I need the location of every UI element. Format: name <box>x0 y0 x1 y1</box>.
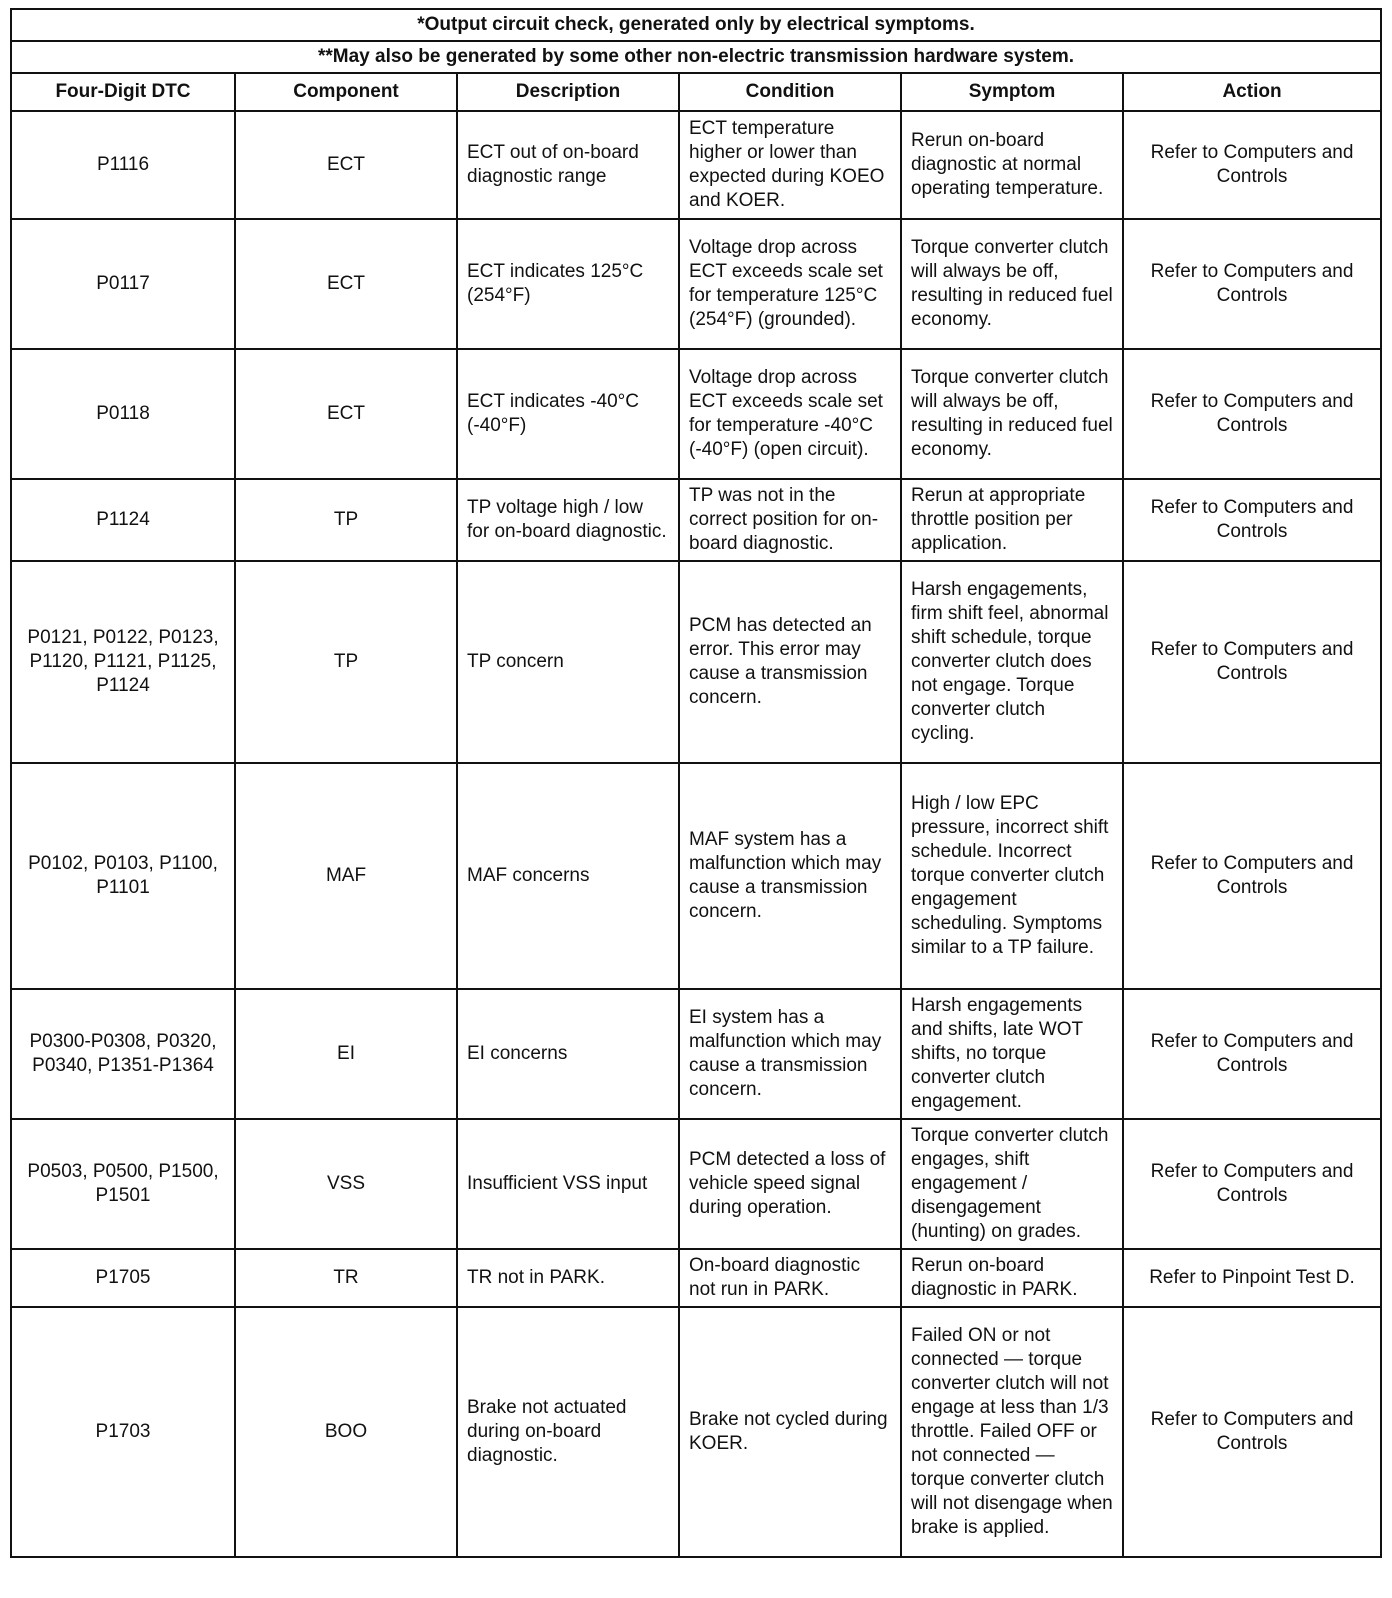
description: TP concern <box>457 561 679 763</box>
table-row <box>11 1119 1381 1249</box>
description: ECT indicates 125°C (254°F) <box>457 219 679 349</box>
dtc-code: P0118 <box>11 349 235 479</box>
condition: MAF system has a malfunction which may cause a transmission concern. <box>679 763 901 989</box>
symptom: Rerun on-board diagnostic in PARK. <box>901 1249 1123 1307</box>
action: Refer to Computers and Controls <box>1123 989 1381 1119</box>
component: VSS <box>235 1119 457 1249</box>
symptom: Torque converter clutch engages, shift engagement / disengagement (hunting) on grades. <box>901 1119 1123 1249</box>
description: ECT out of on-board diagnostic range <box>457 111 679 219</box>
dtc-table <box>10 8 1382 1558</box>
condition: Brake not cycled during KOER. <box>679 1307 901 1557</box>
header-condition: Condition <box>679 73 901 111</box>
action: Refer to Computers and Controls <box>1123 111 1381 219</box>
action: Refer to Pinpoint Test D. <box>1123 1249 1381 1307</box>
header-description: Description <box>457 73 679 111</box>
table-row <box>11 219 1381 349</box>
symptom: Harsh engagements, firm shift feel, abnormal shift schedule, torque converter clutch does not engage. Torque converter clutch cycling. <box>901 561 1123 763</box>
symptom: Harsh engagements and shifts, late WOT shifts, no torque converter clutch engagement. <box>901 989 1123 1119</box>
dtc-code: P1124 <box>11 479 235 561</box>
note-row <box>11 9 1381 41</box>
header-component: Component <box>235 73 457 111</box>
table-row <box>11 349 1381 479</box>
description: MAF concerns <box>457 763 679 989</box>
symptom: Failed ON or not connected — torque converter clutch will not engage at less than 1/3 throttle. Failed OFF or not connected — torque converter clutch will not disengage when brake is applied. <box>901 1307 1123 1557</box>
footnote-output-circuit: *Output circuit check, generated only by electrical symptoms. <box>11 9 1381 41</box>
dtc-code: P1116 <box>11 111 235 219</box>
condition: ECT temperature higher or lower than expected during KOEO and KOER. <box>679 111 901 219</box>
dtc-code: P0300-P0308, P0320, P0340, P1351-P1364 <box>11 989 235 1119</box>
symptom: Rerun at appropriate throttle position per application. <box>901 479 1123 561</box>
table-row <box>11 1249 1381 1307</box>
component: ECT <box>235 111 457 219</box>
action: Refer to Computers and Controls <box>1123 561 1381 763</box>
component: BOO <box>235 1307 457 1557</box>
description: ECT indicates -40°C (-40°F) <box>457 349 679 479</box>
dtc-code: P0117 <box>11 219 235 349</box>
header-symptom: Symptom <box>901 73 1123 111</box>
symptom: Torque converter clutch will always be off, resulting in reduced fuel economy. <box>901 349 1123 479</box>
table-row <box>11 561 1381 763</box>
dtc-code: P0102, P0103, P1100, P1101 <box>11 763 235 989</box>
action: Refer to Computers and Controls <box>1123 763 1381 989</box>
component: TP <box>235 479 457 561</box>
symptom: Rerun on-board diagnostic at normal operating temperature. <box>901 111 1123 219</box>
component: ECT <box>235 349 457 479</box>
component: ECT <box>235 219 457 349</box>
symptom: Torque converter clutch will always be off, resulting in reduced fuel economy. <box>901 219 1123 349</box>
action: Refer to Computers and Controls <box>1123 219 1381 349</box>
description: TP voltage high / low for on-board diagnostic. <box>457 479 679 561</box>
table-row <box>11 111 1381 219</box>
condition: On-board diagnostic not run in PARK. <box>679 1249 901 1307</box>
header-four-digit-dtc: Four-Digit DTC <box>11 73 235 111</box>
symptom: High / low EPC pressure, incorrect shift schedule. Incorrect torque converter clutch engagement scheduling. Symptoms similar to a TP failure. <box>901 763 1123 989</box>
table-row <box>11 763 1381 989</box>
header-row <box>11 73 1381 111</box>
dtc-code: P1703 <box>11 1307 235 1557</box>
table-row <box>11 1307 1381 1557</box>
action: Refer to Computers and Controls <box>1123 1119 1381 1249</box>
condition: Voltage drop across ECT exceeds scale set for temperature 125°C (254°F) (grounded). <box>679 219 901 349</box>
action: Refer to Computers and Controls <box>1123 479 1381 561</box>
component: TR <box>235 1249 457 1307</box>
condition: EI system has a malfunction which may cause a transmission concern. <box>679 989 901 1119</box>
note-row <box>11 41 1381 73</box>
component: MAF <box>235 763 457 989</box>
table-row <box>11 989 1381 1119</box>
condition: Voltage drop across ECT exceeds scale set for temperature -40°C (-40°F) (open circuit). <box>679 349 901 479</box>
footnote-non-electric: **May also be generated by some other non-electric transmission hardware system. <box>11 41 1381 73</box>
dtc-document <box>10 8 1380 1558</box>
header-action: Action <box>1123 73 1381 111</box>
dtc-code: P0121, P0122, P0123, P1120, P1121, P1125, P1124 <box>11 561 235 763</box>
condition: PCM has detected an error. This error may cause a transmission concern. <box>679 561 901 763</box>
description: EI concerns <box>457 989 679 1119</box>
condition: TP was not in the correct position for on-board diagnostic. <box>679 479 901 561</box>
description: Insufficient VSS input <box>457 1119 679 1249</box>
action: Refer to Computers and Controls <box>1123 1307 1381 1557</box>
component: EI <box>235 989 457 1119</box>
description: Brake not actuated during on-board diagnostic. <box>457 1307 679 1557</box>
condition: PCM detected a loss of vehicle speed signal during operation. <box>679 1119 901 1249</box>
table-row <box>11 479 1381 561</box>
description: TR not in PARK. <box>457 1249 679 1307</box>
component: TP <box>235 561 457 763</box>
dtc-code: P0503, P0500, P1500, P1501 <box>11 1119 235 1249</box>
dtc-code: P1705 <box>11 1249 235 1307</box>
action: Refer to Computers and Controls <box>1123 349 1381 479</box>
